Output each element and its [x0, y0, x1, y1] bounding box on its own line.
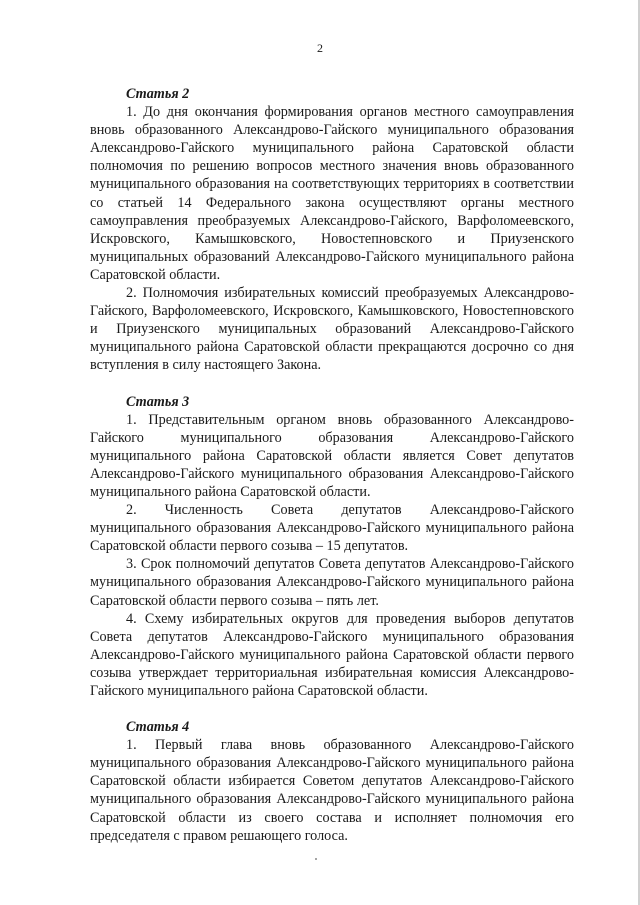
article-paragraph: 1. До дня окончания формирования органов местного самоуправления вновь образованного Александрово-Гайского муниципального образования Александрово-Гайского муниципального района Саратовской области полномочия по решению вопросов местного значения вновь образованного муниципального образования на соответствующих территориях в соответствии со статьей 14 Федерального закона осуществляют органы местного самоуправления преобразуемых Александрово-Гайского, Варфоломеевского, Искровского, Камышковского, Новостепновского и Приузенского муниципальных образований Александрово-Гайского муниципального района Саратовской области.: [90, 104, 574, 283]
article-title: Статья 2: [126, 86, 190, 102]
article-title: Статья 3: [126, 393, 190, 410]
article-title: Статья 4: [126, 719, 190, 736]
page-number: 2: [317, 41, 323, 55]
article-paragraph: 1. Представительным органом вновь образованного Александрово-Гайского муниципального образования Александрово-Гайского муниципального района Саратовской области является Совет депутатов Александрово-Гайского муниципального образования Александрово-Гайского муниципального района Саратовской области.: [90, 411, 574, 500]
article-paragraph: 2. Полномочия избирательных комиссий преобразуемых Александрово-Гайского, Варфоломеевского, Искровского, Камышковского, Новостепновского и Приузенского муниципальных образований Александрово-Гайского муниципального района Саратовской области прекращаются досрочно со дня вступления в силу настоящего Закона.: [90, 285, 574, 374]
document-body: [90, 85, 574, 863]
article-3: [90, 393, 574, 701]
article-paragraph: 4. Схему избирательных округов для проведения выборов депутатов Совета депутатов Александрово-Гайского муниципального образования Александрово-Гайского муниципального района Саратовской области первого созыва утверждает территориальная избирательная комиссия Александрово-Гайского муниципального района Саратовской области.: [90, 610, 574, 699]
article-2: [90, 85, 574, 375]
article-paragraph: 3. Срок полномочий депутатов Совета депутатов Александрово-Гайского муниципального образования Александрово-Гайского муниципального района Саратовской области первого созыва – пять лет.: [90, 556, 574, 609]
article-paragraph: 1. Первый глава вновь образованного Александрово-Гайского муниципального образования Александрово-Гайского муниципального района Саратовской области избирается Советом депутатов Александрово-Гайского муниципального образования Александрово-Гайского муниципального района Саратовской области из своего состава и исполняет полномочия его председателя с правом решающего голоса.: [90, 737, 574, 844]
article-4: [90, 718, 574, 845]
article-paragraph: 2. Численность Совета депутатов Александрово-Гайского муниципального образования Александрово-Гайского муниципального района Саратовской области первого созыва – 15 депутатов.: [90, 502, 574, 555]
scan-speck: [315, 858, 317, 860]
